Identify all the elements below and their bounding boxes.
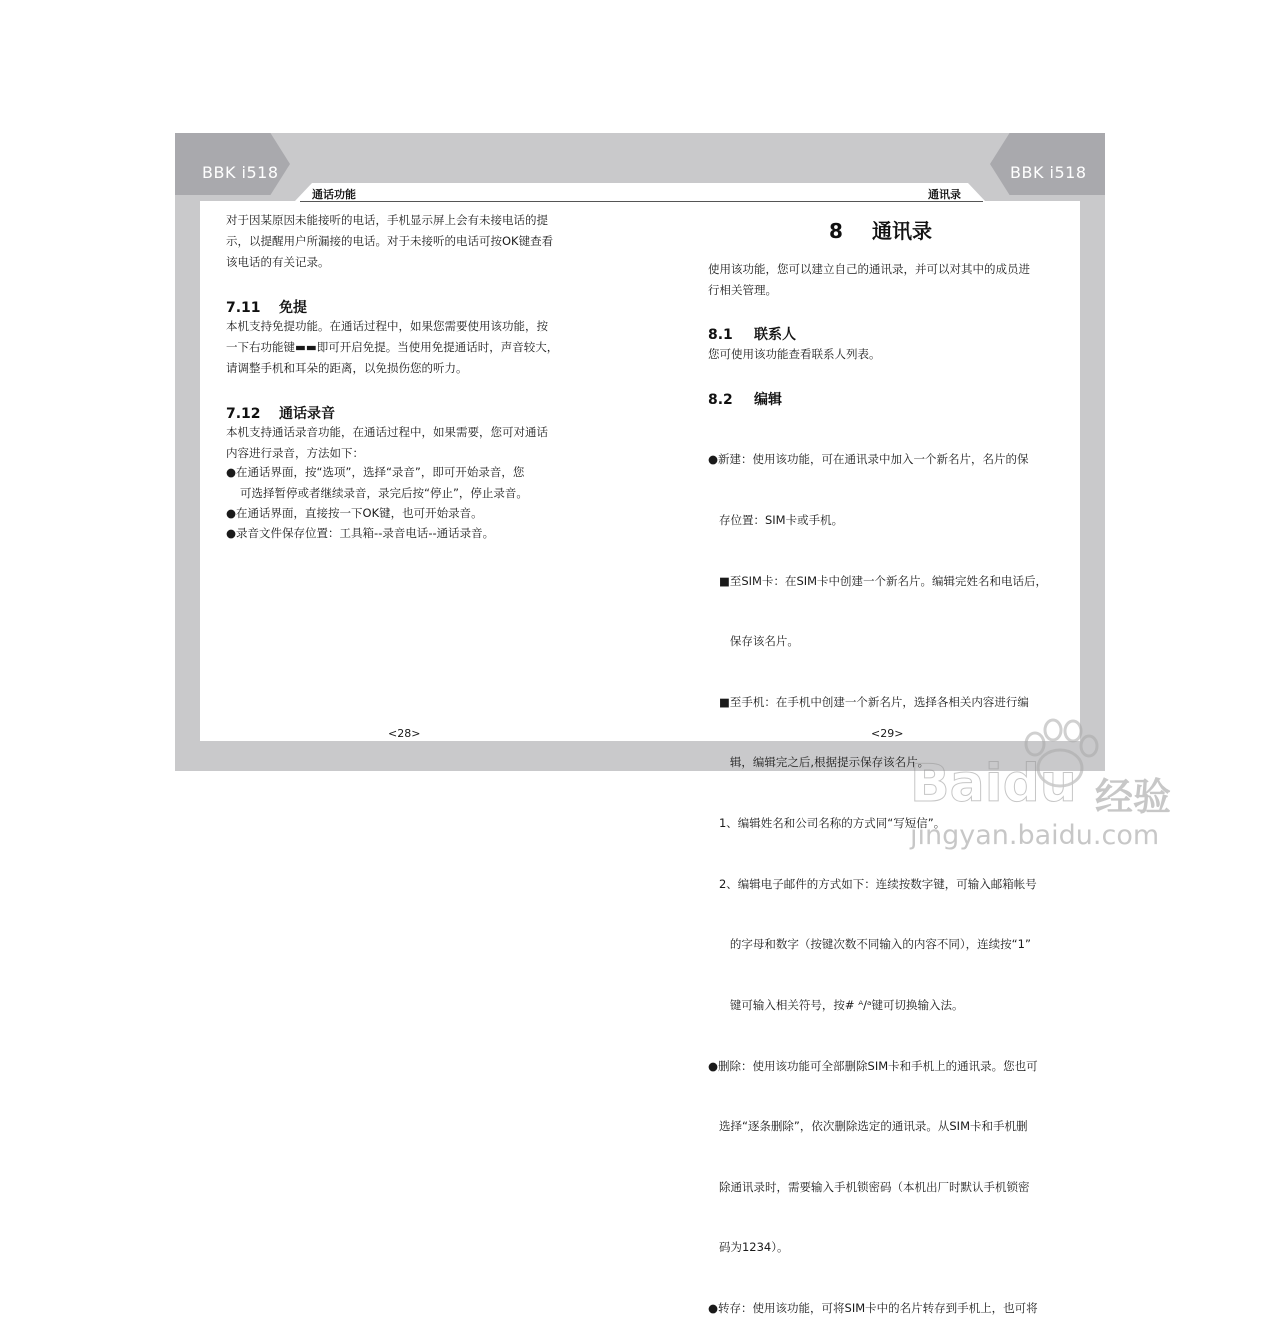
text-line: 该电话的有关记录。: [226, 255, 330, 269]
text-line: ●录音文件保存位置：工具箱--录音电话--通话录音。: [226, 526, 495, 540]
text-line: 存位置：SIM卡或手机。: [708, 513, 844, 528]
text-line: 行相关管理。: [708, 283, 777, 297]
heading-title: 通话录音: [279, 406, 335, 422]
header-rule-right: [640, 201, 983, 202]
heading-7-12: [226, 403, 335, 423]
text-line: 本机支持通话录音功能，在通话过程中，如果需要，您可对通话: [226, 425, 548, 439]
bullet-icon: ●: [226, 526, 237, 540]
text-line: ■至手机：在手机中创建一个新名片，选择各相关内容进行编: [708, 694, 1029, 709]
intro-paragraph: [226, 210, 553, 273]
chapter-name: 通讯录: [872, 219, 932, 243]
chapter-number: 8: [829, 219, 843, 243]
heading-7-11: [226, 297, 307, 317]
paragraph-8-2: [708, 409, 1047, 1338]
text-line: ●新建：使用该功能，可在通讯录中加入一个新名片，名片的保: [708, 452, 1029, 467]
bullet-item: [226, 503, 483, 524]
heading-number: 7.11: [226, 300, 261, 316]
text-line: 辑，编辑完之后,根据提示保存该名片。: [708, 755, 930, 770]
paragraph-7-11: [226, 316, 558, 379]
baidu-watermark: [910, 716, 1210, 866]
heading-title: 编辑: [754, 392, 782, 408]
page-number-left: <28>: [388, 727, 421, 740]
paragraph-7-12: [226, 422, 548, 464]
text-line: 请调整手机和耳朵的距离，以免损伤您的听力。: [226, 361, 468, 375]
header-rule-left: [300, 201, 640, 202]
section-header-right: 通讯录: [928, 188, 961, 201]
heading-title: 联系人: [754, 327, 796, 343]
heading-number: 8.1: [708, 327, 733, 343]
heading-title: 免提: [279, 300, 307, 316]
bullet-item: [226, 462, 528, 503]
text-line: 的字母和数字（按键次数不同输入的内容不同），连续按“1”: [708, 937, 1031, 952]
text-line: 对于因某原因未能接听的电话，手机显示屏上会有未接电话的提: [226, 213, 548, 227]
section-header-left: 通话功能: [312, 188, 356, 201]
text-line: 示，以提醒用户所漏接的电话。对于未接听的电话可按OK键查看: [226, 234, 554, 248]
heading-8-2: [708, 389, 782, 409]
heading-number: 8.2: [708, 392, 733, 408]
chapter-title: [829, 215, 932, 244]
bullet-item: [226, 523, 494, 544]
brand-label-left: BBK i518: [202, 163, 279, 182]
bullet-icon: ●: [226, 465, 237, 479]
text-line: 保存该名片。: [708, 634, 799, 649]
text-line: 除通讯录时，需要输入手机锁密码（本机出厂时默认手机锁密: [708, 1179, 1030, 1194]
text-line: 可选择暂停或者继续录音，录完后按“停止”，停止录音。: [240, 485, 528, 500]
text-line: ■至SIM卡：在SIM卡中创建一个新名片。编辑完姓名和电话后，: [708, 573, 1048, 588]
text-line: 选择“逐条删除”，依次删除选定的通讯录。从SIM卡和手机删: [708, 1119, 1028, 1134]
page-number-right: <29>: [871, 727, 904, 740]
watermark-brand: Baidu: [910, 754, 1077, 814]
text-line: ●转存：使用该功能，可将SIM卡中的名片转存到手机上，也可将: [708, 1300, 1038, 1315]
text-line: 码为1234）。: [708, 1240, 789, 1255]
watermark-cn: 经验: [1095, 775, 1172, 819]
text-line: ●删除：使用该功能可全部删除SIM卡和手机上的通讯录。您也可: [708, 1058, 1038, 1073]
text-line: ●在通话界面，按“选项”，选择“录音”，即可开始录音，您: [226, 465, 525, 479]
text-line: 本机支持免提功能。在通话过程中，如果您需要使用该功能，按: [226, 319, 548, 333]
bullet-icon: ●: [226, 506, 237, 520]
text-line: 键可输入相关符号，按# ᴬ/ᵃ键可切换输入法。: [708, 997, 964, 1012]
watermark-url: jingyan.baidu.com: [910, 820, 1160, 851]
text-line: ●在通话界面，直接按一下OK键，也可开始录音。: [226, 506, 483, 520]
text-line: 2、编辑电子邮件的方式如下：连续按数字键，可输入邮箱帐号: [708, 876, 1037, 891]
heading-8-1: [708, 324, 796, 344]
heading-number: 7.12: [226, 406, 261, 422]
text-line: 1、编辑姓名和公司名称的方式同“写短信”。: [708, 816, 946, 831]
chapter-intro: [708, 259, 1030, 301]
text-line: 一下右功能键▬▬即可开启免提。当使用免提通话时，声音较大，: [226, 340, 559, 354]
paragraph-8-1: 您可使用该功能查看联系人列表。: [708, 347, 881, 361]
text-line: 使用该功能，您可以建立自己的通讯录，并可以对其中的成员进: [708, 262, 1030, 276]
text-line: 内容进行录音，方法如下：: [226, 446, 364, 460]
brand-label-right: BBK i518: [1010, 163, 1087, 182]
